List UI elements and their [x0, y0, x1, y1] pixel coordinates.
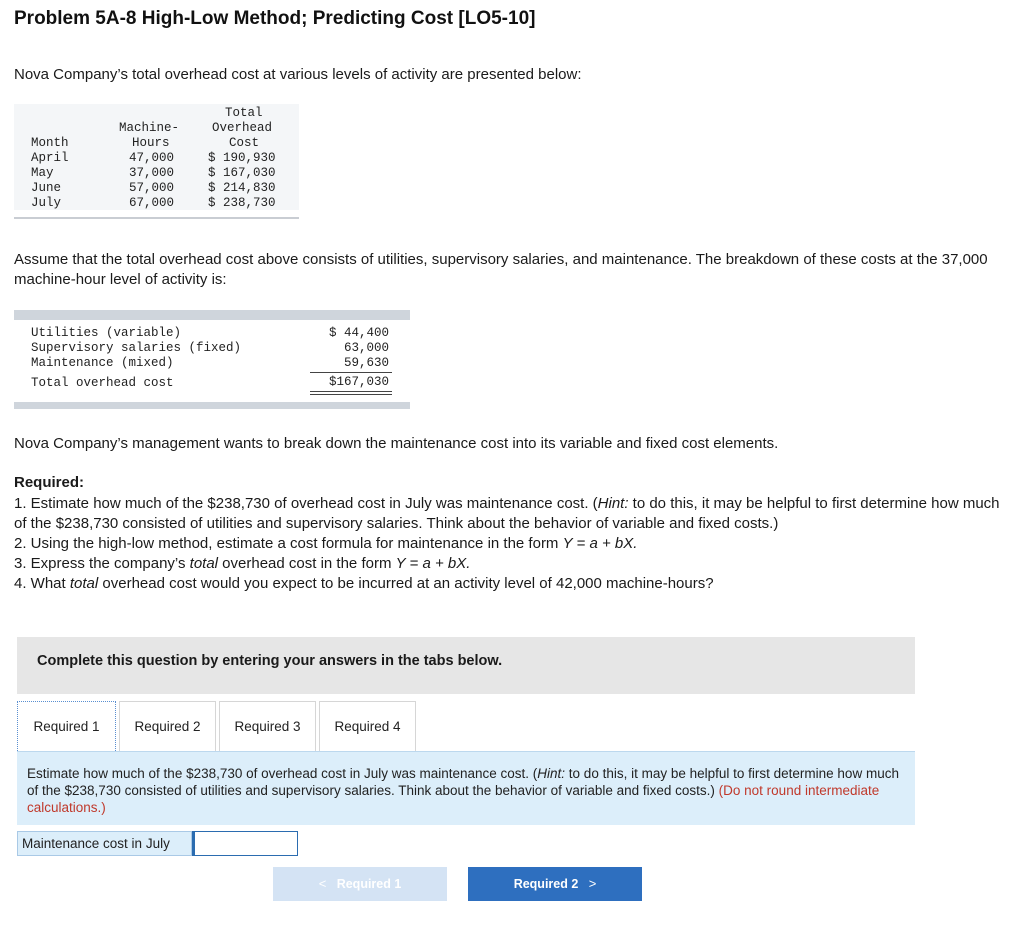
cost-cell: $ 238,730: [208, 196, 276, 210]
chevron-left-icon: <: [318, 876, 327, 891]
header-cost: Cost: [229, 136, 260, 150]
month-cell: May: [31, 166, 54, 180]
breakdown-label: Supervisory salaries (fixed): [31, 341, 242, 355]
panel-text: Estimate how much of the $238,730 of overhead cost in July was maintenance cost. (Hint: to do this, it may be helpful to first determine how much of the $238,730 consisted of utilities and supervisory salaries. Think about the behavior of variable and fixed costs.) (Do not round intermediate calculations.): [27, 766, 899, 815]
header-total: Total: [225, 106, 263, 120]
maintenance-cost-label: Maintenance cost in July: [17, 831, 192, 856]
month-cell: April: [31, 151, 69, 165]
page-title: Problem 5A-8 High-Low Method; Predicting Cost [LO5-10]: [14, 8, 536, 29]
cost-breakdown-table: [14, 310, 410, 410]
breakdown-value: 59,630: [343, 356, 389, 370]
required-item-2: 2. Using the high-low method, estimate a cost formula for maintenance in the form Y = a + bX.: [14, 535, 638, 552]
header-month: Month: [31, 136, 69, 150]
double-underline: [310, 394, 392, 395]
cost-cell: $ 190,930: [208, 151, 276, 165]
header-hours: Hours: [132, 136, 170, 150]
month-cell: June: [31, 181, 62, 195]
hours-cell: 57,000: [129, 181, 175, 195]
header-overhead: Overhead: [212, 121, 273, 135]
table-rule: [14, 217, 299, 219]
breakdown-label: Maintenance (mixed): [31, 356, 174, 370]
instruction-banner: [17, 637, 915, 694]
breakdown-value: 63,000: [343, 341, 389, 355]
month-cell: July: [31, 196, 62, 210]
hours-cell: 37,000: [129, 166, 175, 180]
total-label: Total overhead cost: [31, 376, 174, 390]
required-list: [14, 494, 1004, 594]
total-value: $167,030: [328, 375, 389, 389]
cost-cell: $ 167,030: [208, 166, 276, 180]
intro-text: Nova Company’s total overhead cost at various levels of activity are presented below:: [14, 66, 582, 83]
question-panel: [17, 751, 915, 825]
management-text: Nova Company’s management wants to break down the maintenance cost into its variable and fixed cost elements.: [14, 435, 779, 452]
activity-table: [14, 104, 299, 224]
sum-underline: [310, 372, 392, 373]
cost-cell: $ 214,830: [208, 181, 276, 195]
chevron-right-icon: >: [588, 876, 597, 891]
header-machine: Machine-: [119, 121, 180, 135]
required-item-1: 1. Estimate how much of the $238,730 of overhead cost in July was maintenance cost. (Hint: to do this, it may be helpful to first determine how much of the $238,730 consisted of utilities and supervisory salaries. Think about the behavior of variable and fixed costs.): [14, 495, 1000, 532]
breakdown-value: $ 44,400: [328, 326, 389, 340]
double-underline: [310, 391, 392, 392]
tab-required-4[interactable]: Required 4: [319, 701, 416, 751]
prev-label: Required 1: [336, 877, 402, 891]
required-item-3: 3. Express the company’s total overhead cost in the form Y = a + bX.: [14, 555, 471, 572]
required-heading: Required:: [14, 474, 85, 491]
hours-cell: 67,000: [129, 196, 175, 210]
assume-text: Assume that the total overhead cost above consists of utilities, supervisory salaries, and maintenance. The breakdown of these costs at the 37,000 machine-hour level of activity is:: [14, 251, 988, 288]
hours-cell: 47,000: [129, 151, 175, 165]
tab-required-2[interactable]: Required 2: [119, 701, 216, 751]
next-required-button[interactable]: [468, 867, 642, 901]
maintenance-cost-input[interactable]: [192, 831, 298, 856]
prev-required-button[interactable]: [273, 867, 447, 901]
tab-required-1[interactable]: Required 1: [17, 701, 116, 751]
next-label: Required 2: [513, 877, 579, 891]
breakdown-label: Utilities (variable): [31, 326, 182, 340]
required-item-4: 4. What total overhead cost would you expect to be incurred at an activity level of 42,000 machine-hours?: [14, 575, 714, 592]
tab-required-3[interactable]: Required 3: [219, 701, 316, 751]
banner-text: Complete this question by entering your answers in the tabs below.: [37, 653, 503, 669]
